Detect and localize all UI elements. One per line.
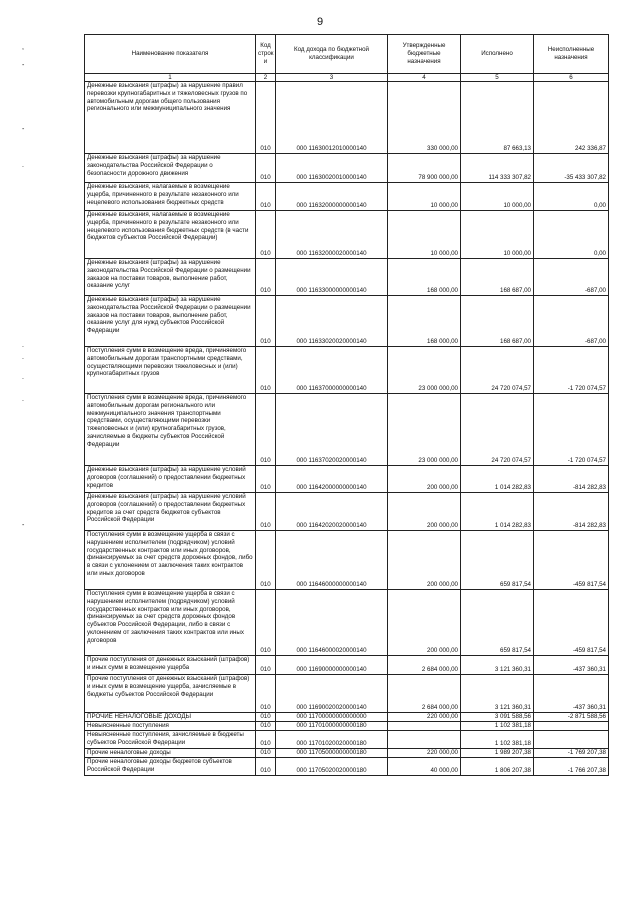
row-approved: 2 684 000,00 <box>388 675 461 713</box>
row-line-code: 010 <box>256 531 276 590</box>
column-number: 6 <box>534 74 609 82</box>
row-approved: 200 000,00 <box>388 466 461 493</box>
row-line-code: 010 <box>256 183 276 211</box>
row-executed: 3 091 588,56 <box>461 713 534 722</box>
row-approved: 23 000 000,00 <box>388 347 461 394</box>
row-name: Прочие неналоговые доходы <box>85 749 256 758</box>
row-line-code: 010 <box>256 211 276 259</box>
table-row <box>85 675 609 713</box>
row-approved: 200 000,00 <box>388 531 461 590</box>
table-row <box>85 394 609 466</box>
table-row <box>85 531 609 590</box>
header-unexecuted: Неисполненные назначения <box>534 35 609 74</box>
row-approved: 200 000,00 <box>388 493 461 531</box>
row-income-code: 000 11705000000000180 <box>276 749 388 758</box>
row-name: Поступления сумм в возмещение ущерба в связи с нарушением исполнителем (подрядчиком) условий государственных контрактов или иных договоров, финансируемых за счет средств дорожных фондов субъектов Российской Федерации, либо в связи с уклонением от заключения таких контрактов или иных договоров <box>85 590 256 656</box>
row-income-code: 000 11642000000000140 <box>276 466 388 493</box>
row-name: Денежные взыскания (штрафы) за нарушение условий договоров (соглашений) о предоставлении бюджетных кредитов <box>85 466 256 493</box>
row-line-code: 010 <box>256 713 276 722</box>
row-unexecuted: -437 360,31 <box>534 656 609 675</box>
row-line-code: 010 <box>256 656 276 675</box>
row-executed: 114 333 307,82 <box>461 154 534 183</box>
revenue-table <box>84 34 609 776</box>
row-income-code: 000 11646000000000140 <box>276 531 388 590</box>
row-approved <box>388 722 461 731</box>
row-name: Денежные взыскания (штрафы) за нарушение условий договоров (соглашений) о предоставлении бюджетных кредитов за счет средств бюджетов субъектов Российской Федерации <box>85 493 256 531</box>
row-income-code: 000 11632000000000140 <box>276 183 388 211</box>
column-number: 2 <box>256 74 276 82</box>
column-number: 3 <box>276 74 388 82</box>
row-unexecuted <box>534 722 609 731</box>
table-row <box>85 493 609 531</box>
table-row <box>85 713 609 722</box>
row-name: Поступления сумм в возмещение вреда, причиняемого автомобильным дорогам регионального или межмуниципального значения транспортными средствами, осуществляющими перевозки тяжеловесных и (или) крупногабаритных грузов, зачисляемые в бюджеты субъектов Российской Федерации <box>85 394 256 466</box>
row-approved: 168 000,00 <box>388 259 461 296</box>
column-number: 1 <box>85 74 256 82</box>
header-row <box>85 35 609 74</box>
row-line-code: 010 <box>256 493 276 531</box>
table-row <box>85 749 609 758</box>
row-approved: 2 684 000,00 <box>388 656 461 675</box>
row-line-code: 010 <box>256 296 276 347</box>
row-executed: 168 687,00 <box>461 296 534 347</box>
row-name: Прочие поступления от денежных взысканий (штрафов) и иных сумм в возмещение ущерба, зачисляемые в бюджеты субъектов Российской Федерации <box>85 675 256 713</box>
row-name: Денежные взыскания (штрафы) за нарушение законодательства Российской Федерации о размещении заказов на поставки товаров, выполнение работ, оказание услуг <box>85 259 256 296</box>
header-approved: Утвержденные бюджетные назначения <box>388 35 461 74</box>
column-number-row <box>85 74 609 82</box>
row-income-code: 000 11705020020000180 <box>276 758 388 776</box>
table-row <box>85 82 609 154</box>
row-name: Невыясненные поступления, зачисляемые в бюджеты субъектов Российской Федерации <box>85 731 256 749</box>
row-line-code: 010 <box>256 259 276 296</box>
table-row <box>85 183 609 211</box>
page-number: 9 <box>316 16 324 28</box>
row-approved: 220 000,00 <box>388 713 461 722</box>
row-income-code: 000 11637000000000140 <box>276 347 388 394</box>
row-name: Денежные взыскания (штрафы) за нарушение законодательства Российской Федерации о размещении заказов на поставки товаров, выполнение работ, оказание услуг для нужд субъектов Российской Федерации <box>85 296 256 347</box>
row-executed: 3 121 360,31 <box>461 656 534 675</box>
row-line-code: 010 <box>256 154 276 183</box>
row-approved: 10 000,00 <box>388 183 461 211</box>
row-income-code: 000 11690000000000140 <box>276 656 388 675</box>
row-line-code: 010 <box>256 347 276 394</box>
row-unexecuted: -35 433 307,82 <box>534 154 609 183</box>
row-name: Прочие неналоговые доходы бюджетов субъектов Российской Федерации <box>85 758 256 776</box>
row-executed: 659 817,54 <box>461 590 534 656</box>
row-name: Денежные взыскания (штрафы) за нарушение правил перевозки крупногабаритных и тяжеловесных грузов по автомобильным дорогам общего пользования регионального или межмуниципального значения <box>85 82 256 154</box>
row-income-code: 000 11630020010000140 <box>276 154 388 183</box>
row-income-code: 000 11700000000000000 <box>276 713 388 722</box>
row-income-code: 000 11701000000000180 <box>276 722 388 731</box>
row-approved: 220 000,00 <box>388 749 461 758</box>
margin-mark: . <box>22 396 24 403</box>
row-unexecuted: -2 871 588,56 <box>534 713 609 722</box>
table-row <box>85 347 609 394</box>
row-executed: 24 720 074,57 <box>461 394 534 466</box>
row-line-code: 010 <box>256 722 276 731</box>
header-name: Наименование показателя <box>85 35 256 74</box>
row-income-code: 000 11690020020000140 <box>276 675 388 713</box>
table-row <box>85 722 609 731</box>
column-number: 5 <box>461 74 534 82</box>
table-row <box>85 154 609 183</box>
row-approved: 40 000,00 <box>388 758 461 776</box>
table-row <box>85 211 609 259</box>
row-name: Денежные взыскания, налагаемые в возмещение ущерба, причиненного в результате незаконного или нецелевого использования бюджетных средств (в части бюджетов субъектов Российской Федерации) <box>85 211 256 259</box>
row-executed: 10 000,00 <box>461 211 534 259</box>
row-income-code: 000 11642020020000140 <box>276 493 388 531</box>
margin-marks <box>22 0 62 905</box>
row-income-code: 000 11701020020000180 <box>276 731 388 749</box>
row-unexecuted: -1 720 074,57 <box>534 394 609 466</box>
table-row <box>85 758 609 776</box>
row-line-code: 010 <box>256 590 276 656</box>
margin-mark: - <box>22 522 25 529</box>
row-unexecuted: 0,00 <box>534 183 609 211</box>
row-unexecuted: -459 817,54 <box>534 531 609 590</box>
row-line-code: 010 <box>256 749 276 758</box>
header-executed: Исполнено <box>461 35 534 74</box>
row-executed: 24 720 074,57 <box>461 347 534 394</box>
table-row <box>85 731 609 749</box>
row-executed: 10 000,00 <box>461 183 534 211</box>
row-approved: 200 000,00 <box>388 590 461 656</box>
table-row <box>85 590 609 656</box>
table-row <box>85 296 609 347</box>
margin-mark: . <box>22 342 24 349</box>
row-executed: 1 102 381,18 <box>461 722 534 731</box>
revenue-table-container <box>84 34 609 776</box>
table-row <box>85 466 609 493</box>
row-executed: 168 687,00 <box>461 259 534 296</box>
header-income-code: Код дохода по бюджетной классификации <box>276 35 388 74</box>
row-income-code: 000 11633000000000140 <box>276 259 388 296</box>
row-approved: 10 000,00 <box>388 211 461 259</box>
row-unexecuted: 0,00 <box>534 211 609 259</box>
row-executed: 1 989 207,38 <box>461 749 534 758</box>
row-unexecuted: 242 336,87 <box>534 82 609 154</box>
row-unexecuted: -437 360,31 <box>534 675 609 713</box>
table-row <box>85 259 609 296</box>
row-approved <box>388 731 461 749</box>
row-unexecuted: -1 769 207,38 <box>534 749 609 758</box>
margin-mark: . <box>22 162 24 169</box>
row-executed: 3 121 360,31 <box>461 675 534 713</box>
row-executed: 1 014 282,83 <box>461 466 534 493</box>
margin-mark: , <box>22 44 24 51</box>
row-approved: 168 000,00 <box>388 296 461 347</box>
row-name: Прочие поступления от денежных взысканий (штрафов) и иных сумм в возмещение ущерба <box>85 656 256 675</box>
row-unexecuted: -687,00 <box>534 296 609 347</box>
row-line-code: 010 <box>256 82 276 154</box>
row-line-code: 010 <box>256 731 276 749</box>
row-unexecuted: -1 720 074,57 <box>534 347 609 394</box>
row-approved: 23 000 000,00 <box>388 394 461 466</box>
row-unexecuted: -814 282,83 <box>534 466 609 493</box>
column-number: 4 <box>388 74 461 82</box>
row-income-code: 000 11632000020000140 <box>276 211 388 259</box>
row-unexecuted: -687,00 <box>534 259 609 296</box>
row-name: ПРОЧИЕ НЕНАЛОГОВЫЕ ДОХОДЫ <box>85 713 256 722</box>
margin-mark: . <box>22 374 24 381</box>
row-income-code: 000 11637020020000140 <box>276 394 388 466</box>
row-unexecuted: -814 282,83 <box>534 493 609 531</box>
row-income-code: 000 11646000020000140 <box>276 590 388 656</box>
row-unexecuted: -1 766 207,38 <box>534 758 609 776</box>
row-line-code: 010 <box>256 466 276 493</box>
row-name: Поступления сумм в возмещение ущерба в связи с нарушением исполнителем (подрядчиком) условий государственных контрактов или иных договоров, финансируемых за счет средств дорожных фондов, либо в связи с уклонением от заключения таких контрактов или иных договоров <box>85 531 256 590</box>
row-income-code: 000 11633020020000140 <box>276 296 388 347</box>
margin-mark: . <box>22 354 24 361</box>
row-line-code: 010 <box>256 675 276 713</box>
row-approved: 330 000,00 <box>388 82 461 154</box>
row-name: Денежные взыскания, налагаемые в возмещение ущерба, причиненного в результате незаконного или нецелевого использования бюджетных средств <box>85 183 256 211</box>
row-line-code: 010 <box>256 758 276 776</box>
row-approved: 78 900 000,00 <box>388 154 461 183</box>
header-line-code: Код строк и <box>256 35 276 74</box>
row-income-code: 000 11630012010000140 <box>276 82 388 154</box>
row-executed: 1 102 381,18 <box>461 731 534 749</box>
row-unexecuted: -459 817,54 <box>534 590 609 656</box>
table-row <box>85 656 609 675</box>
margin-mark: - <box>22 126 25 133</box>
row-executed: 1 014 282,83 <box>461 493 534 531</box>
row-executed: 1 806 207,38 <box>461 758 534 776</box>
margin-mark: - <box>22 62 25 69</box>
row-unexecuted <box>534 731 609 749</box>
row-line-code: 010 <box>256 394 276 466</box>
row-executed: 659 817,54 <box>461 531 534 590</box>
row-executed: 87 663,13 <box>461 82 534 154</box>
row-name: Поступления сумм в возмещение вреда, причиняемого автомобильным дорогам транспортными средствами, осуществляющими перевозки тяжеловесных и (или) крупногабаритных грузов <box>85 347 256 394</box>
row-name: Денежные взыскания (штрафы) за нарушение законодательства Российской Федерации о безопасности дорожного движения <box>85 154 256 183</box>
row-name: Невыясненные поступления <box>85 722 256 731</box>
